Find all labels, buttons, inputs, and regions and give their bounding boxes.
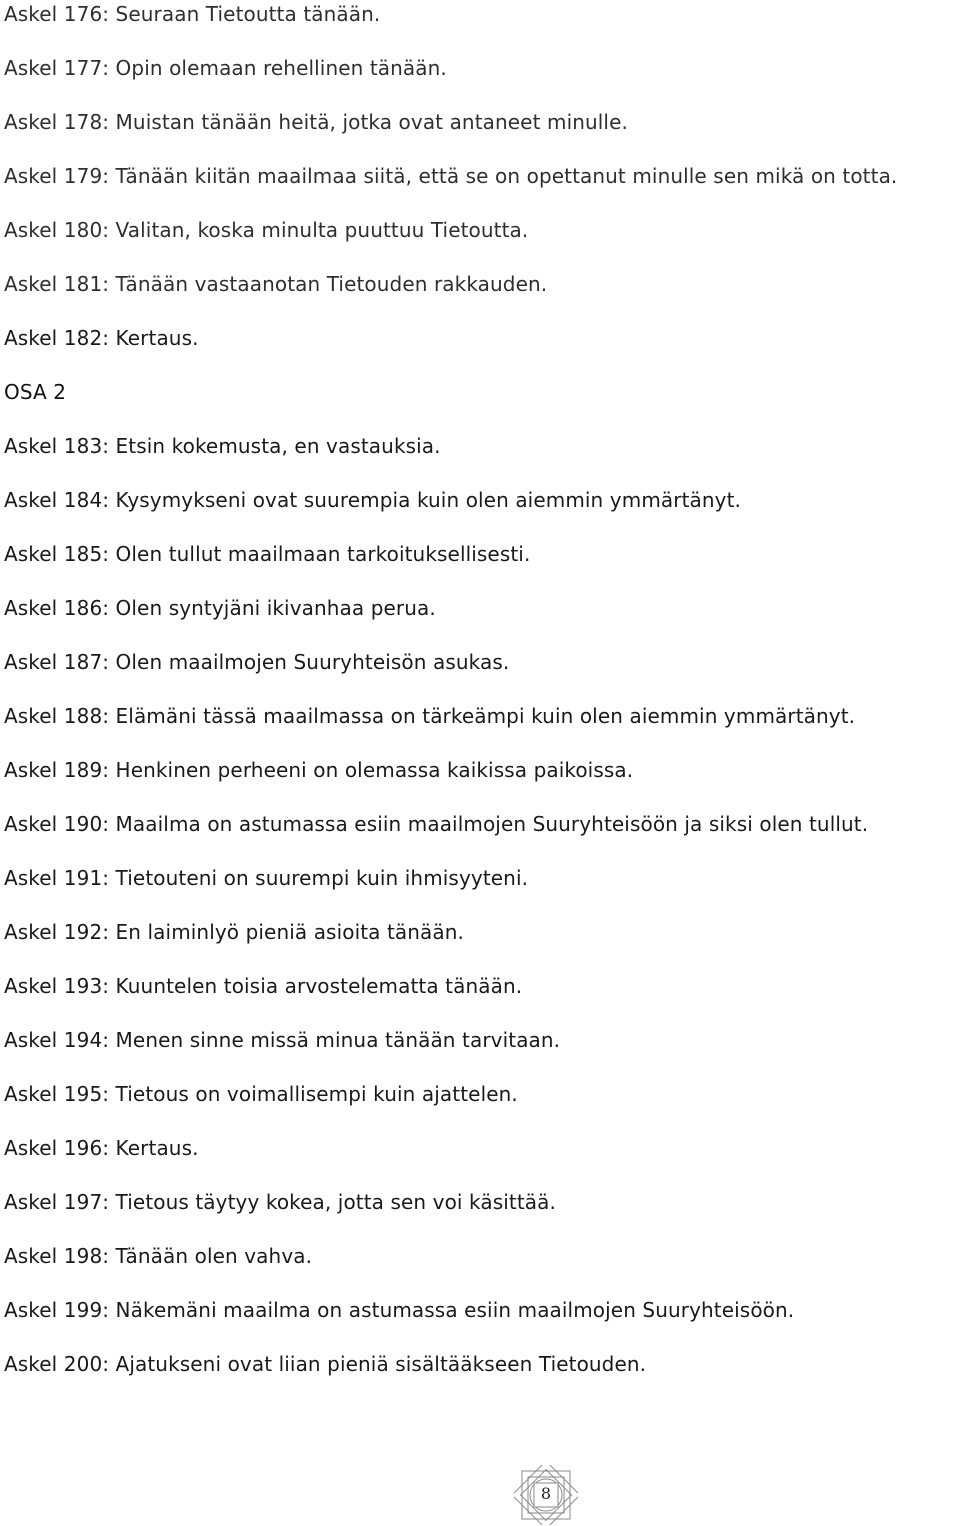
list-item: Askel 180: Valitan, koska minulta puuttuu Tietoutta. xyxy=(4,218,529,242)
page-number: 8 xyxy=(540,1484,552,1503)
list-item: Askel 195: Tietous on voimallisempi kuin ajattelen. xyxy=(4,1082,518,1106)
list-item: Askel 179: Tänään kiitän maailmaa siitä, että se on opettanut minulle sen mikä on totta. xyxy=(4,164,898,188)
list-item: Askel 183: Etsin kokemusta, en vastauksia. xyxy=(4,434,441,458)
list-item: Askel 192: En laiminlyö pieniä asioita tänään. xyxy=(4,920,464,944)
list-item: Askel 186: Olen syntyjäni ikivanhaa perua. xyxy=(4,596,436,620)
list-item: Askel 178: Muistan tänään heitä, jotka ovat antaneet minulle. xyxy=(4,110,628,134)
list-item: Askel 176: Seuraan Tietoutta tänään. xyxy=(4,2,381,26)
list-item: Askel 185: Olen tullut maailmaan tarkoituksellisesti. xyxy=(4,542,531,566)
list-item: Askel 182: Kertaus. xyxy=(4,326,199,350)
list-item: Askel 193: Kuuntelen toisia arvostelematta tänään. xyxy=(4,974,523,998)
list-item: Askel 177: Opin olemaan rehellinen tänään. xyxy=(4,56,447,80)
list-item: Askel 181: Tänään vastaanotan Tietouden rakkauden. xyxy=(4,272,548,296)
list-item: Askel 200: Ajatukseni ovat liian pieniä sisältääkseen Tietouden. xyxy=(4,1352,647,1376)
section-heading: OSA 2 xyxy=(4,380,67,404)
list-item: Askel 187: Olen maailmojen Suuryhteisön asukas. xyxy=(4,650,510,674)
list-item: Askel 194: Menen sinne missä minua tänään tarvitaan. xyxy=(4,1028,561,1052)
list-item: Askel 196: Kertaus. xyxy=(4,1136,199,1160)
list-item: Askel 184: Kysymykseni ovat suurempia kuin olen aiemmin ymmärtänyt. xyxy=(4,488,741,512)
list-item: Askel 197: Tietous täytyy kokea, jotta sen voi käsittää. xyxy=(4,1190,556,1214)
list-item: Askel 188: Elämäni tässä maailmassa on tärkeämpi kuin olen aiemmin ymmärtänyt. xyxy=(4,704,856,728)
list-item: Askel 198: Tänään olen vahva. xyxy=(4,1244,313,1268)
list-item: Askel 190: Maailma on astumassa esiin maailmojen Suuryhteisöön ja siksi olen tullut. xyxy=(4,812,869,836)
list-item: Askel 199: Näkemäni maailma on astumassa esiin maailmojen Suuryhteisöön. xyxy=(4,1298,795,1322)
list-item: Askel 189: Henkinen perheeni on olemassa kaikissa paikoissa. xyxy=(4,758,634,782)
list-item: Askel 191: Tietouteni on suurempi kuin ihmisyyteni. xyxy=(4,866,529,890)
